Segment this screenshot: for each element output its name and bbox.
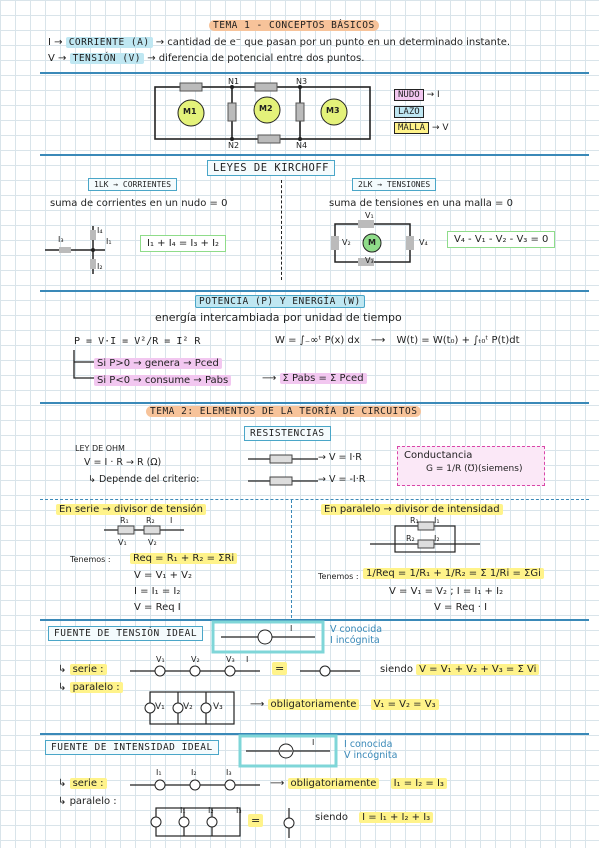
ftv-serie-v3: V₃ (226, 655, 235, 664)
conductance-equation: G = 1/R (℧)(siemens) (426, 464, 523, 474)
current-label-i4: I₄ (97, 226, 103, 235)
ftv-series-diagram (130, 664, 260, 678)
current-label-i1: I₁ (106, 237, 112, 246)
kirchoff-right-equation: V₄ - V₁ - V₂ - V₃ = 0 (447, 234, 555, 245)
ftv-par-v3: V₃ (213, 702, 223, 712)
kirchoff-title: LEYES DE KIRCHOFF (207, 162, 335, 174)
node-currents-diagram (45, 218, 115, 278)
fii-par-i3: I₃ (236, 806, 242, 815)
conductance-title: Conductancia (404, 450, 473, 461)
paralelo-label-i1: I₁ (434, 516, 440, 525)
conductance-box (397, 446, 545, 486)
legend-nudo: NUDO → I (394, 90, 440, 100)
mesh-label: M (368, 238, 376, 247)
paralelo-head: En paralelo → divisor de intensidad (321, 504, 503, 515)
voltage-label-v3: V₃ (365, 256, 374, 265)
paralelo-eq-req: 1/Req = 1/R₁ + 1/R₂ = Σ 1/Ri = ΣGi (363, 568, 544, 579)
ftv-serie-v2: V₂ (191, 655, 200, 664)
kirchoff-right-desc: suma de tensiones en una malla = 0 (329, 198, 513, 209)
fii-serie-i3: I₃ (226, 768, 232, 777)
current-label-i2: I₂ (97, 262, 103, 271)
fii-known: I conocida V incógnita (344, 739, 398, 761)
separator (40, 290, 589, 292)
resistencias-head: RESISTENCIAS (244, 428, 331, 439)
ftv-serie-v1: V₁ (156, 655, 165, 664)
current-source-symbol (240, 736, 336, 766)
serie-label-v2: V₂ (148, 538, 157, 547)
tension-definition: V → TENSIÓN (V) → diferencia de potencial entre dos puntos. (48, 53, 365, 64)
fii-serie-result: ⟶ obligatoriamente I₁ = I₂ = I₃ (270, 778, 447, 789)
paralelo-eq-vi: V = V₁ = V₂ ; I = I₁ + I₂ (389, 586, 504, 597)
ohm-rule-2: → V = -I·R (318, 474, 366, 485)
kirchoff-right-head: 2LK → TENSIONES (352, 180, 436, 189)
node-label-n4: N4 (296, 141, 308, 150)
fii-equivalent-source (282, 808, 296, 838)
ftv-source-i: I (290, 624, 293, 633)
equivalence-sign: = (248, 814, 263, 827)
ftv-paralelo-label: ↳ paralelo : (58, 682, 123, 693)
ftv-serie-label: ↳ serie : (58, 664, 107, 675)
voltage-label-v1: V₁ (365, 211, 374, 220)
tema1-title: TEMA 1 - CONCEPTOS BÁSICOS (209, 20, 379, 31)
paralelo-label-i2: I₂ (434, 534, 440, 543)
equivalence-sign: = (272, 662, 287, 675)
paralelo-label-r2: R₂ (406, 534, 415, 543)
voltage-label-v2: V₂ (342, 238, 351, 247)
ftv-paralelo-result: ⟶ obligatoriamente V₁ = V₂ = V₃ (250, 699, 439, 710)
power-equation: P = V·I = V²/R = I² R (74, 336, 201, 347)
serie-label-v1: V₁ (118, 538, 127, 547)
ohm-rule-1: → V = I·R (318, 452, 362, 463)
ftv-known: V conocida I incógnita (330, 624, 383, 646)
parallel-resistors-diagram (370, 522, 480, 558)
serie-eq-v: V = V₁ + V₂ (134, 570, 193, 581)
potencia-title: POTENCIA (P) Y ENERGÍA (W) (195, 296, 365, 307)
fii-serie-label: ↳ serie : (58, 778, 107, 789)
potencia-subtitle: energía intercambiada por unidad de tiempo (155, 311, 402, 324)
node-label-n2: N2 (228, 141, 240, 150)
fii-par-i2: I₂ (208, 806, 214, 815)
voltage-source-symbol (213, 622, 323, 652)
mesh-circuit-diagram (0, 0, 599, 150)
ohm-law-title: LEY DE OHM (75, 444, 125, 453)
ftv-serie-result: siendo V = V₁ + V₂ + V₃ = Σ Vi (380, 664, 539, 675)
separator (40, 154, 589, 156)
serie-paralelo-divider (291, 500, 292, 618)
energy-equation: W = ∫₋∞ᵗ P(x) dx ⟶ W(t) = W(t₀) + ∫ₜ₀ᵗ P(t)dt (275, 335, 520, 346)
tema2-title: TEMA 2: ELEMENTOS DE LA TEORÍA DE CIRCUITOS (146, 406, 421, 417)
fii-series-diagram (130, 778, 260, 792)
mesh-label-m3: M3 (326, 106, 340, 115)
fii-paralelo-result: siendo I = I₁ + I₂ + I₃ (315, 812, 433, 823)
series-resistors-diagram (104, 522, 184, 542)
ftv-serie-i: I (246, 655, 249, 664)
node-label-n3: N3 (296, 77, 308, 86)
kirchoff-left-head: 1LK → CORRIENTES (88, 180, 177, 189)
fii-source-i: I (312, 738, 315, 747)
serie-tenemos: Tenemos : (70, 555, 111, 564)
mesh-label-m2: M2 (259, 104, 273, 113)
mesh-label-m1: M1 (183, 107, 197, 116)
serie-eq-req: Req = R₁ + R₂ = ΣRi (130, 553, 237, 564)
ohm-law-equation: V = I · R → R (Ω) (84, 457, 162, 468)
fii-serie-i2: I₂ (191, 768, 197, 777)
separator (40, 733, 589, 735)
fii-head: FUENTE DE INTENSIDAD IDEAL (45, 742, 219, 753)
fii-serie-i1: I₁ (156, 768, 162, 777)
kirchoff-divider (281, 180, 282, 280)
ftv-par-v2: V₂ (183, 702, 193, 712)
section-divider (40, 499, 589, 500)
ftv-equivalent-source (300, 664, 360, 678)
legend-malla: MALLA → V (394, 123, 449, 133)
paralelo-eq-vreq: V = Req · I (434, 602, 488, 613)
resistor-symbol-2 (248, 474, 318, 488)
current-label-i3: I₃ (58, 235, 64, 244)
resistor-symbol-1 (248, 452, 318, 466)
node-label-n1: N1 (228, 77, 240, 86)
ohm-criterion: ↳ Depende del criterio: (88, 474, 200, 485)
ftv-par-v1: V₁ (155, 702, 165, 712)
serie-eq-i: I = I₁ = I₂ (134, 586, 181, 597)
serie-head: En serie → divisor de tensión (56, 504, 206, 515)
fii-paralelo-label: ↳ paralelo : (58, 796, 117, 807)
power-balance: ⟶ Σ Pabs = Σ Pced (262, 373, 367, 384)
separator (40, 402, 589, 404)
fii-par-i1: I₁ (180, 806, 186, 815)
voltage-label-v4: V₄ (419, 238, 428, 247)
serie-label-i: I (170, 516, 173, 525)
ftv-head: FUENTE DE TENSIÓN IDEAL (48, 628, 203, 639)
corriente-definition: I → CORRIENTE (A) → cantidad de e⁻ que pasan por un punto en un determinado instante. (48, 37, 511, 48)
fii-parallel-diagram (148, 806, 248, 840)
kirchoff-left-equation: I₁ + I₄ = I₃ + I₂ (140, 238, 226, 249)
power-case-positive: Si P>0 → genera → Pced (94, 358, 222, 369)
serie-label-r2: R₂ (146, 516, 155, 525)
legend-lazo: LAZO (394, 107, 424, 117)
serie-eq-vreq: V = Req I (134, 602, 181, 613)
paralelo-tenemos: Tenemos : (318, 572, 359, 581)
kirchoff-left-desc: suma de corrientes en un nudo = 0 (50, 198, 228, 209)
power-case-negative: Si P<0 → consume → Pabs (94, 375, 231, 386)
paralelo-label-r1: R₁ (410, 516, 419, 525)
serie-label-r1: R₁ (120, 516, 129, 525)
separator (40, 619, 589, 621)
